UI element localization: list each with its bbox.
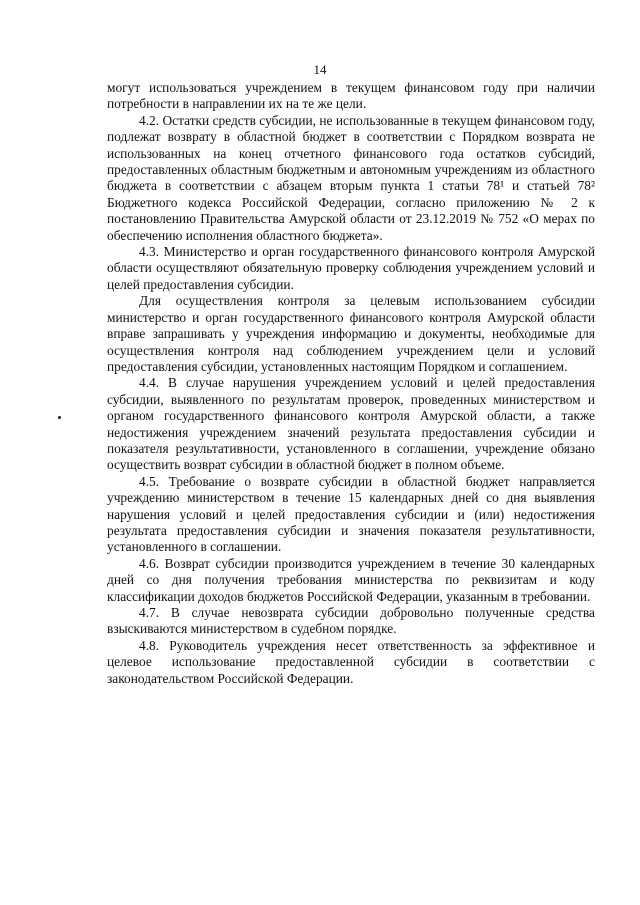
- paragraph-4-6: 4.6. Возврат субсидии производится учреждением в течение 30 календарных дней со дня получения требования министерства по реквизитам и коду классификации доходов бюджетов Российской Федерации, указанным в требовании.: [107, 555, 595, 604]
- scan-speck: [58, 416, 61, 419]
- paragraph-4-8: 4.8. Руководитель учреждения несет ответственность за эффективное и целевое использование предоставленной субсидии в соответствии с законодательством Российской Федерации.: [107, 637, 595, 686]
- paragraph-4-5: 4.5. Требование о возврате субсидии в областной бюджет направляется учреждению министерством в течение 15 календарных дней со дня выявления нарушения условий и целей предоставления субсидии и (или) недостижения результата предоставления субсидии и значения показателя результативности, установленного в соглашении.: [107, 473, 595, 555]
- paragraph-4-7: 4.7. В случае невозврата субсидии добровольно полученные средства взыскиваются министерством в судебном порядке.: [107, 605, 595, 637]
- paragraph-4-4: 4.4. В случае нарушения учреждением условий и целей предоставления субсидии, выявленного по результатам проверок, проведенных министерством и органом государственного финансового контроля Амурской области, а также недостижения учреждением значений результата предоставления субсидии и показателя результативности, установленного в соглашении, учреждение обязано осуществить возврат субсидии в областной бюджет в полном объеме.: [107, 375, 595, 473]
- document-body: [107, 80, 595, 687]
- paragraph-continuation: могут использоваться учреждением в текущем финансовом году при наличии потребности в направлении их на те же цели.: [107, 80, 595, 112]
- paragraph-4-2: 4.2. Остатки средств субсидии, не использованные в текущем финансовом году, подлежат возврату в областной бюджет в соответствии с Порядком возврата не использованных на конец отчетного финансового года остатков субсидий, предоставленных областным бюджетным и автономным учреждениям из областного бюджета в соответствии с абзацем вторым пункта 1 статьи 78¹ и статьей 78² Бюджетного кодекса Российской Федерации, согласно приложению № 2 к постановлению Правительства Амурской области от 23.12.2019 № 752 «О мерах по обеспечению исполнения областного бюджета».: [107, 112, 595, 243]
- page-number: 14: [313, 62, 327, 77]
- paragraph-4-3: 4.3. Министерство и орган государственного финансового контроля Амурской области осуществляют обязательную проверку соблюдения учреждением условий и целей предоставления субсидии.: [107, 244, 595, 292]
- paragraph-4-3-control: Для осуществления контроля за целевым использованием субсидии министерство и орган государственного финансового контроля Амурской области вправе запрашивать у учреждения информацию и документы, необходимые для осуществления контроля над соблюдением учреждением цели и условий предоставления субсидии, установленных настоящим Порядком и соглашением.: [107, 293, 595, 374]
